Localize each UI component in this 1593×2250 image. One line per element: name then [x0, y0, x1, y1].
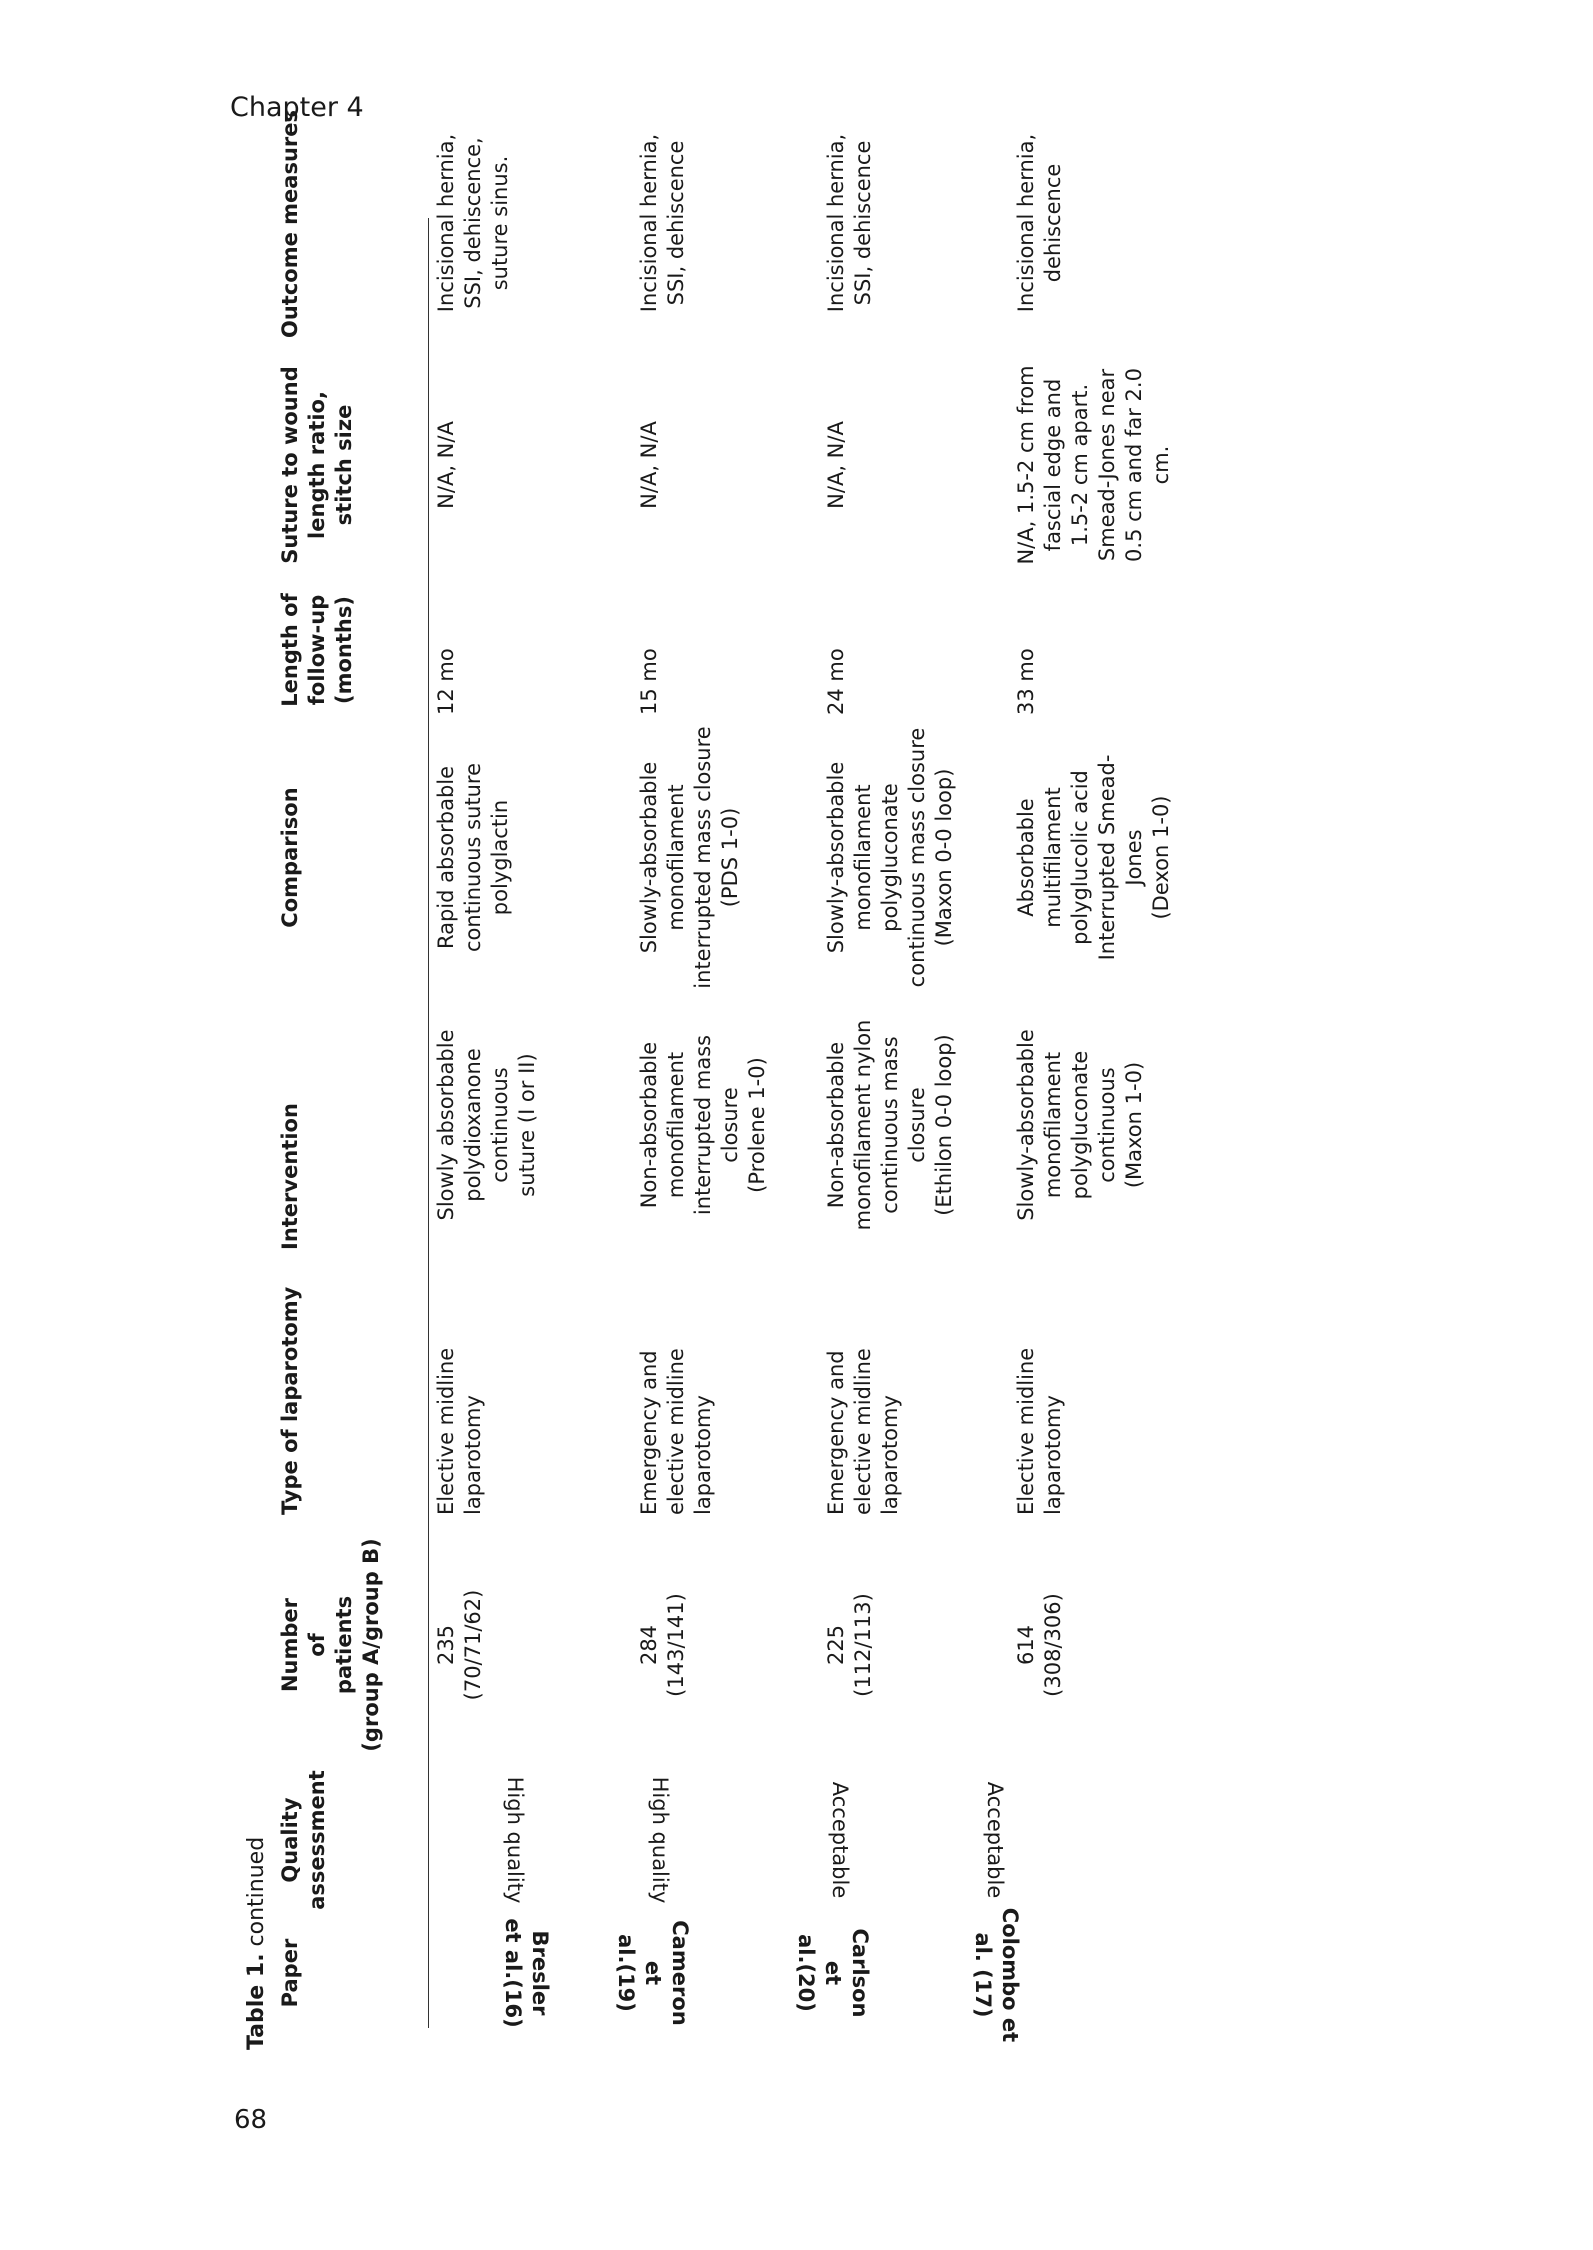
patients-cell: 614 (308/306)	[1014, 1593, 1065, 1697]
header-rule	[428, 218, 429, 2028]
table-caption	[243, 1837, 270, 2050]
quality-cell: High quality	[648, 1776, 672, 1904]
paper-cell: Colombo et al. (17)	[971, 1907, 1022, 2043]
outcome-cell: Incisional hernia, SSI, dehiscence, suture sinus.	[434, 133, 512, 313]
outcome-cell: Incisional hernia, SSI, dehiscence	[637, 133, 688, 313]
caption-text: continued	[244, 1836, 269, 1954]
header-outcome: Outcome measures	[278, 110, 302, 338]
outcome-cell: Incisional hernia, SSI, dehiscence	[824, 133, 875, 313]
paper-cell: Bresler et al.(16)	[501, 1918, 552, 2028]
header-comparison: Comparison	[278, 787, 302, 928]
header-laparotomy: Type of laparotomy	[278, 1286, 302, 1515]
patients-cell: 284 (143/141)	[637, 1593, 688, 1697]
header-patients: Number of patients (group A/group B)	[278, 1538, 383, 1752]
laparotomy-cell: Elective midline laparotomy	[434, 1347, 485, 1515]
caption-label: Table 1.	[244, 1953, 269, 2050]
paper-cell: Cameron et al.(19)	[614, 1920, 692, 2026]
intervention-cell: Slowly absorbable polydioxanone continuous suture (I or II)	[434, 1029, 539, 1221]
comparison-cell: Rapid absorbable continuous suture polyglactin	[434, 762, 512, 953]
header-intervention: Intervention	[278, 1103, 302, 1250]
followup-cell: 24 mo	[824, 648, 848, 715]
patients-cell: 235 (70/71/62)	[434, 1589, 485, 1701]
rotated-table	[243, 110, 1173, 2050]
followup-cell: 12 mo	[434, 648, 458, 715]
followup-cell: 33 mo	[1014, 648, 1038, 715]
header-ratio: Suture to wound length ratio, stitch size	[278, 366, 356, 564]
page-number: 68	[234, 2105, 268, 2135]
paper-cell: Carlson et al.(20)	[794, 1928, 872, 2018]
ratio-cell: N/A, 1.5-2 cm from fascial edge and 1.5-2 cm apart. Smead-Jones near 0.5 cm and far 2.0 cm.	[1014, 365, 1173, 565]
header-quality: Quality assessment	[278, 1770, 329, 1910]
quality-cell: High quality	[503, 1776, 527, 1904]
ratio-cell: N/A, N/A	[824, 421, 848, 509]
quality-cell: Acceptable	[828, 1781, 852, 1899]
followup-cell: 15 mo	[637, 648, 661, 715]
outcome-cell: Incisional hernia, dehiscence	[1014, 133, 1065, 313]
intervention-cell: Non-absorbable monofilament nylon continuous mass closure (Ethilon 0-0 loop)	[824, 1019, 956, 1231]
chapter-heading: Chapter 4	[230, 92, 364, 123]
laparotomy-cell: Emergency and elective midline laparotomy	[637, 1348, 715, 1515]
patients-cell: 225 (112/113)	[824, 1593, 875, 1697]
intervention-cell: Slowly-absorbable monofilament polygluconate continuous (Maxon 1-0)	[1014, 1029, 1146, 1221]
ratio-cell: N/A, N/A	[637, 421, 661, 509]
comparison-cell: Slowly-absorbable monofilament polygluconate continuous mass closure (Maxon 0-0 loop)	[824, 727, 956, 988]
header-followup: Length of follow-up (months)	[278, 593, 356, 707]
laparotomy-cell: Emergency and elective midline laparotomy	[824, 1348, 902, 1515]
comparison-cell: Absorbable multifilament polyglucolic acid Interrupted Smead- Jones (Dexon 1-0)	[1014, 754, 1173, 961]
header-paper: Paper	[278, 1938, 302, 2008]
intervention-cell: Non-absorbable monofilament interrupted mass closure (Prolene 1-0)	[637, 1034, 769, 1216]
ratio-cell: N/A, N/A	[434, 421, 458, 509]
quality-cell: Acceptable	[983, 1781, 1007, 1899]
laparotomy-cell: Elective midline laparotomy	[1014, 1347, 1065, 1515]
comparison-cell: Slowly-absorbable monofilament interrupted mass closure (PDS 1-0)	[637, 726, 742, 989]
